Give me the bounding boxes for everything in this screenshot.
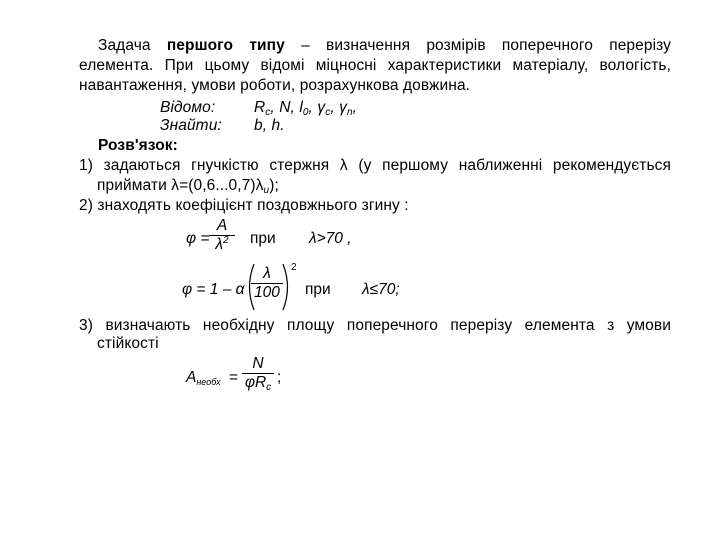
intro-text-a: Задача <box>98 37 167 54</box>
formula2-lhs: φ = 1 – α <box>182 281 245 298</box>
intro-line-1 <box>98 37 671 55</box>
find-values: b, h. <box>254 117 285 134</box>
formula2-pri: при <box>305 281 331 298</box>
formula1-lhs: φ = <box>186 230 210 247</box>
step3-line-1: 3) визначають необхідну площу поперечного перерізу елемента з умови <box>79 317 671 334</box>
intro-line-3: навантаження, умови роботи, розрахункова довжина. <box>79 77 471 94</box>
formula2-fraction: λ 100 <box>251 265 283 302</box>
intro-line-2: елемента. При цьому відомі міцносні характеристики матеріалу, вологість, <box>79 57 671 74</box>
formula3-end: ; <box>277 369 282 386</box>
known-values: Rc, N, l0, γc, γn, <box>254 99 358 118</box>
formula2-condition: λ≤70; <box>362 281 400 298</box>
formula1-condition: λ>70 , <box>309 230 352 247</box>
step3-line-2: стійкості <box>97 335 159 352</box>
known-label: Відомо: <box>160 99 216 116</box>
intro-text-b: – визначення розмірів поперечного перерізу <box>284 37 671 54</box>
formula2-exponent: 2 <box>291 262 297 273</box>
formula3-equals: = <box>229 369 239 386</box>
formula1-fraction: A $\lambda^2$ <box>209 217 235 254</box>
step1-line-2: приймати λ=(0,6...0,7)λu); <box>97 177 279 196</box>
formula3-lhs: Aнеобх <box>186 369 221 387</box>
step2-line: 2) знаходять коефіцієнт поздовжнього згину : <box>79 197 409 214</box>
intro-bold-term: першого типу <box>166 37 285 54</box>
formula3-fraction: N φRc <box>242 355 274 392</box>
find-label: Знайти: <box>160 117 222 134</box>
solution-heading: Розв'язок: <box>98 137 178 154</box>
formula1-pri: при <box>250 230 276 247</box>
step1-line-1: 1) задаються гнучкістю стержня λ (у першому наближенні рекомендується <box>79 157 671 174</box>
